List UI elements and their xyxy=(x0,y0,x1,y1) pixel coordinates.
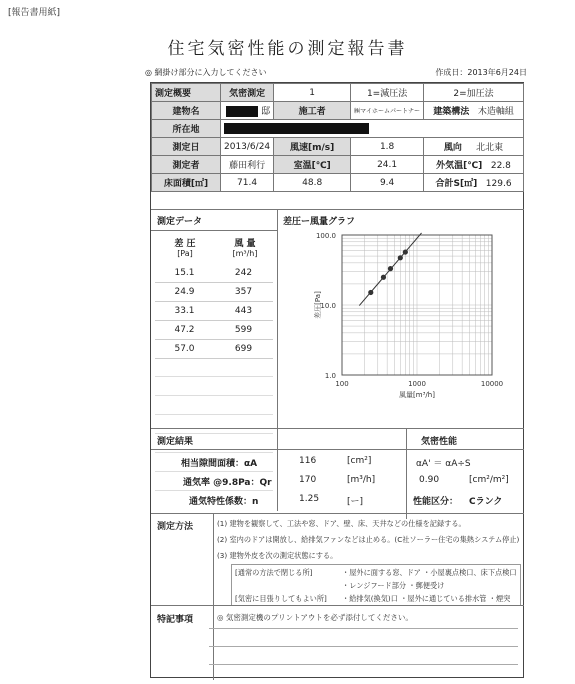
chart-panel xyxy=(277,209,524,399)
performance-title: 気密性能 xyxy=(421,437,458,447)
method-row2-text: ・レンジフード部分 ・郵便受け xyxy=(342,581,445,590)
method-row3-label: [気密に目張りしてもよい所] xyxy=(235,594,327,603)
measurement-value[interactable]: 1 xyxy=(274,84,351,102)
chart-title: 差圧ー風量グラフ xyxy=(283,217,356,227)
data-row xyxy=(155,302,273,321)
n-label: 通気特性係数：n xyxy=(189,497,259,507)
flow-cell[interactable]: 357 xyxy=(234,287,253,297)
blank-row xyxy=(155,377,273,396)
blank-row xyxy=(155,396,273,415)
method-row1-text: ・屋外に面する窓、ドア ・小屋裏点検口、床下点検口 xyxy=(342,568,517,577)
data-row xyxy=(155,340,273,359)
method-panel xyxy=(151,513,524,606)
pressure-cell[interactable]: 57.0 xyxy=(174,344,195,354)
created-date: 作成日：2013年6月24日 xyxy=(435,68,527,77)
n-value: 1.25 xyxy=(299,494,320,504)
label-date: 測定日 xyxy=(152,138,221,156)
data-rows xyxy=(155,264,273,359)
wind-speed-value[interactable]: 1.8 xyxy=(351,138,424,156)
overview-title: 測定概要 xyxy=(152,84,221,102)
x-tick-label: 100 xyxy=(335,380,349,388)
flow-cell[interactable]: 699 xyxy=(234,344,253,354)
results-title: 測定結果 xyxy=(157,437,194,447)
notes-text: ◎ 気密測定機のプリントアウトを必ず添付してください。 xyxy=(217,613,413,622)
aa-unit: [cm²] xyxy=(347,456,372,466)
method-item-2: (2) 室内のドアは開放し、給排気ファンなどは止める。(C社ソーラー住宅の集熱システム停止) xyxy=(217,535,520,544)
aa-value: 116 xyxy=(299,456,317,466)
out-temp-cell xyxy=(424,156,524,174)
construction-value[interactable]: 木造軸組 xyxy=(477,107,514,117)
method-item-3: (3) 建物外皮を次の測定状態にする。 xyxy=(217,551,338,560)
label-out-temp: 外気温[℃] xyxy=(436,161,483,171)
notes-panel xyxy=(151,605,524,680)
construction-cell xyxy=(424,102,524,120)
data-title: 測定データ xyxy=(157,217,203,227)
label-measurer: 測定者 xyxy=(152,156,221,174)
data-point xyxy=(381,275,386,280)
out-temp-value[interactable]: 22.8 xyxy=(490,161,511,171)
chart-svg xyxy=(277,228,524,410)
aa-label: 相当隙間面積：αA xyxy=(181,459,258,469)
method-2: 2=加圧法 xyxy=(424,84,524,102)
y-tick-label: 1.0 xyxy=(324,372,336,380)
method-row3-text: ・給排気(換気)口 ・屋外に通じている排水管 ・煙突 xyxy=(342,594,511,603)
header-line xyxy=(145,67,527,78)
x-tick-label: 1000 xyxy=(408,380,426,388)
wind-dir-cell xyxy=(424,138,524,156)
x-axis-label: 風量[m³/h] xyxy=(399,391,435,399)
data-row xyxy=(155,283,273,302)
total-value[interactable]: 129.6 xyxy=(485,179,512,189)
instruction-text: ◎ 網掛け部分に入力してください xyxy=(145,68,267,77)
form-tag: [報告書用紙] xyxy=(8,8,61,18)
flow-cell[interactable]: 443 xyxy=(234,306,253,316)
data-point xyxy=(368,290,373,295)
pressure-cell[interactable]: 15.1 xyxy=(174,268,195,278)
y-axis-label: 差圧[Pa] xyxy=(314,291,322,319)
q-label: 通気率 @9.8Pa：Qr xyxy=(183,478,272,488)
flow-cell[interactable]: 242 xyxy=(234,268,253,278)
contractor-value[interactable]: ㈱マイホームパートナー xyxy=(351,102,424,120)
label-address: 所在地 xyxy=(152,120,221,138)
performance-value: 0.90 xyxy=(419,475,440,485)
measurer-value[interactable]: 藤田利行 xyxy=(221,156,274,174)
method-row1-label: [通常の方法で閉じる所] xyxy=(235,568,313,577)
report-form xyxy=(150,82,524,678)
class-label: 性能区分： xyxy=(413,497,459,507)
date-value[interactable]: 2013/6/24 xyxy=(221,138,274,156)
page-title: 住宅気密性能の測定報告書 xyxy=(167,39,408,59)
x-tick-label: 10000 xyxy=(480,380,504,388)
wind-dir-value[interactable]: 北北東 xyxy=(476,143,504,153)
blank-row xyxy=(155,358,273,377)
floor-area-2[interactable]: 48.8 xyxy=(274,174,351,192)
data-point xyxy=(388,266,393,271)
pressure-cell[interactable]: 33.1 xyxy=(174,306,195,316)
floor-area-3[interactable]: 9.4 xyxy=(351,174,424,192)
label-total: 合計S[㎡] xyxy=(435,179,478,189)
address-value[interactable] xyxy=(221,120,524,138)
method-1: 1=減圧法 xyxy=(351,84,424,102)
y-tick-label: 10.0 xyxy=(320,302,336,310)
label-building: 建物名 xyxy=(152,102,221,120)
label-construction: 建築構法 xyxy=(433,107,470,117)
y-tick-label: 100.0 xyxy=(315,232,336,240)
redacted-block xyxy=(224,123,369,134)
label-room-temp: 室温[℃] xyxy=(274,156,351,174)
data-point xyxy=(398,255,403,260)
method-box xyxy=(231,564,521,606)
method-item-1: (1) 建物を観察して、工法や窓、ドア、壁、床、天井などの仕様を記録する。 xyxy=(217,519,466,528)
notes-title: 特記事項 xyxy=(157,615,194,625)
q-unit: [m³/h] xyxy=(347,475,376,485)
label-floor-area: 床面積[㎡] xyxy=(152,174,221,192)
class-value: Cランク xyxy=(469,497,503,507)
data-row xyxy=(155,321,273,340)
performance-unit: [cm²/m²] xyxy=(469,475,509,485)
total-cell xyxy=(424,174,524,192)
results-panel xyxy=(151,428,524,519)
performance-formula: αA' ＝ αA÷S xyxy=(416,459,471,469)
label-wind-speed: 風速[m/s] xyxy=(274,138,351,156)
n-unit: [ー] xyxy=(347,497,364,507)
q-value: 170 xyxy=(299,475,317,485)
col-flow-header: 風 量 [m³/h] xyxy=(232,239,258,258)
pressure-cell[interactable]: 47.2 xyxy=(174,325,195,335)
label-wind-dir: 風向 xyxy=(443,143,462,153)
label-contractor: 施工者 xyxy=(274,102,351,120)
data-point xyxy=(403,249,408,254)
building-name[interactable]: 邸 xyxy=(221,102,274,120)
overview-table xyxy=(151,83,524,192)
method-title: 測定方法 xyxy=(157,522,194,532)
redacted-block xyxy=(226,106,258,117)
flow-cell[interactable]: 599 xyxy=(234,325,253,335)
label-measurement: 気密測定 xyxy=(221,84,274,102)
floor-area-1[interactable]: 71.4 xyxy=(221,174,274,192)
data-row xyxy=(155,264,273,283)
room-temp-value[interactable]: 24.1 xyxy=(351,156,424,174)
col-pressure-header: 差 圧 [Pa] xyxy=(174,239,196,258)
pressure-cell[interactable]: 24.9 xyxy=(174,287,195,297)
